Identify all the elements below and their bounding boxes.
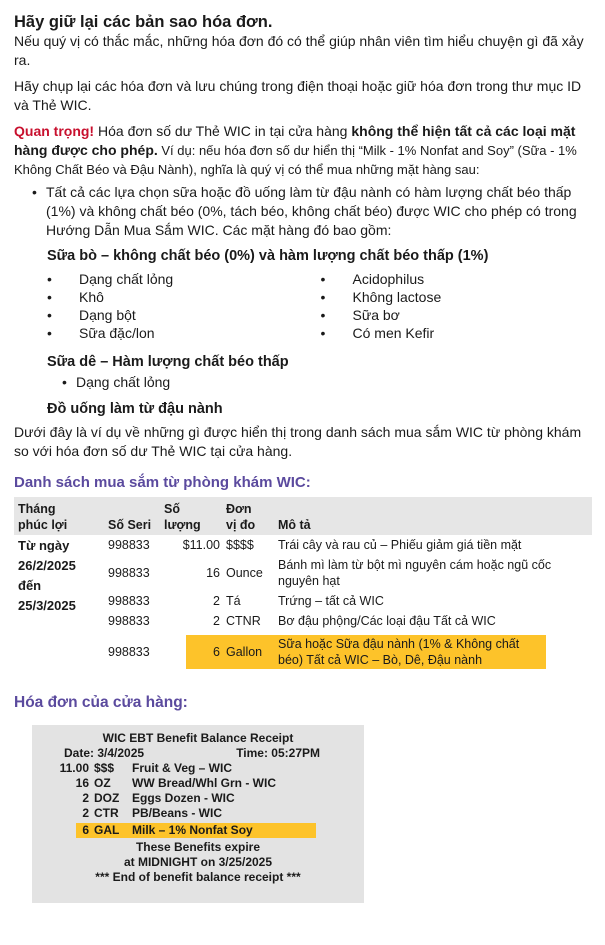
receipt-line: 2 DOZ Eggs Dozen - WIC: [82, 791, 235, 805]
header-period-1: Tháng: [18, 502, 56, 516]
list-item: • Sữa bơ: [320, 307, 400, 323]
table-body: [14, 535, 592, 671]
table-row: 998833 16 Ounce Bánh mì làm từ bột mì nguyên cám hoặc ngũ cốc nguyên hạt: [108, 558, 552, 588]
receipt-line: 2 CTR PB/Beans - WIC: [82, 806, 223, 820]
table-header: [14, 497, 592, 535]
receipt-time: Time: 05:27PM: [236, 746, 320, 760]
list-item: • Khô: [47, 289, 104, 305]
table-row: 998833 $11.00 $$$$ Trái cây và rau củ – Phiếu giảm giá tiền mặt: [108, 538, 522, 552]
receipt-date: Date: 3/4/2025: [64, 746, 145, 760]
list-item: • Acidophilus: [320, 271, 425, 287]
header-unit-1: Đơn: [226, 502, 252, 516]
receipt-expire-1: These Benefits expire: [135, 840, 261, 854]
allowed-items-bullet: [14, 183, 594, 240]
header-unit-2: vị đo: [226, 518, 256, 532]
page: [14, 12, 594, 903]
table-row: 998833 2 Tá Trứng – tất cả WIC: [108, 594, 384, 608]
benefit-period: Từ ngày 26/2/2025 đến 25/3/2025: [18, 538, 76, 613]
header-period-2: phúc lợi: [18, 518, 68, 532]
goat-milk-list: [14, 373, 594, 391]
header-qty: Số lượng: [164, 502, 201, 532]
table-row: 998833 2 CTNR Bơ đậu phộng/Các loại đậu Tất cả WIC: [108, 614, 496, 628]
receipt-line: 11.00 $$$ Fruit & Veg – WIC: [59, 761, 233, 775]
header-desc: Mô tả: [278, 518, 311, 532]
important-text-b: Ví dụ: nếu hóa đơn số dư hiển thị “Milk - 1% Nonfat and Soy” (Sữa - 1% Không Chất Béo và Đậu Nành), nghĩa là quý vị có thể mua những mặt hàng sau:: [14, 143, 577, 177]
table-row-milk: 998833 6 Gallon Sữa hoặc Sữa đậu nành (1% & Không chất béo) Tất cả WIC – Bò, Dê, Đậu nành: [108, 633, 592, 671]
receipt-end: *** End of benefit balance receipt ***: [95, 870, 301, 884]
list-item: • Dạng bột: [47, 307, 136, 323]
store-receipt-title: Hóa đơn của cửa hàng:: [14, 694, 188, 711]
cow-milk-list: [14, 270, 594, 342]
receipt-line: 16 OZ WW Bread/Whl Grn - WIC: [75, 776, 276, 790]
list-item: • Dạng chất lỏng: [47, 271, 174, 287]
receipt-milk-highlight: 6 GAL Milk – 1% Nonfat Soy: [76, 823, 316, 838]
page-title: Hãy giữ lại các bản sao hóa đơn.: [14, 13, 273, 31]
receipt-expire-2: at MIDNIGHT on 3/25/2025: [123, 855, 273, 869]
list-item: • Sữa đặc/lon: [47, 325, 155, 341]
list-item: • Có men Kefir: [320, 325, 435, 341]
important-paragraph: [14, 122, 594, 179]
important-label: Quan trọng!: [14, 123, 95, 139]
header-serial: Số Seri: [108, 518, 152, 532]
list-item: • Không lactose: [320, 289, 442, 305]
clinic-shopping-list-table: [14, 497, 592, 671]
list-item: • Dạng chất lỏng: [62, 374, 171, 390]
important-text-a: Hóa đơn số dư Thẻ WIC in tại cửa hàng: [94, 123, 352, 139]
bullet-text: Tất cả các lựa chọn sữa hoặc đồ uống làm từ đậu nành có hàm lượng chất béo thấp (1%) và không chất béo (0%, tách béo, không chất béo) được WIC cho phép có trong Hướng Dẫn Mua Sắm WIC. Các mặt hàng đó bao gồm:: [46, 184, 577, 238]
example-paragraph: Dưới đây là ví dụ về những gì được hiển thị trong danh sách mua sắm WIC từ phòng khám so với hóa đơn số dư Thẻ WIC tại cửa hàng.: [14, 424, 582, 459]
cow-milk-right-column: [321, 270, 595, 342]
receipt-date-row: [32, 746, 364, 761]
photo-paragraph: Hãy chụp lại các hóa đơn và lưu chúng trong điện thoại hoặc giữ hóa đơn trong thư mục ID và Thẻ WIC.: [14, 78, 582, 113]
clinic-list-title: Danh sách mua sắm từ phòng khám WIC:: [14, 474, 311, 491]
intro-paragraph: Nếu quý vị có thắc mắc, những hóa đơn đó có thể giúp nhân viên tìm hiểu chuyện gì đã xảy ra.: [14, 33, 584, 68]
milk-highlight: 6 Gallon Sữa hoặc Sữa đậu nành (1% & Không chất béo) Tất cả WIC – Bò, Dê, Đậu nành: [186, 635, 546, 669]
store-receipt: [32, 725, 364, 903]
cow-milk-left-column: [47, 270, 321, 342]
goat-milk-heading: Sữa dê – Hàm lượng chất béo thấp: [47, 354, 289, 370]
receipt-header: WIC EBT Benefit Balance Receipt: [102, 731, 294, 745]
important-bold: không thể hiện tất cả các loại mặt hàng được cho phép.: [14, 123, 576, 158]
bullet-dot: •: [32, 184, 37, 200]
soy-heading: Đồ uống làm từ đậu nành: [47, 401, 223, 417]
cow-milk-heading: Sữa bò – không chất béo (0%) và hàm lượng chất béo thấp (1%): [47, 248, 489, 264]
